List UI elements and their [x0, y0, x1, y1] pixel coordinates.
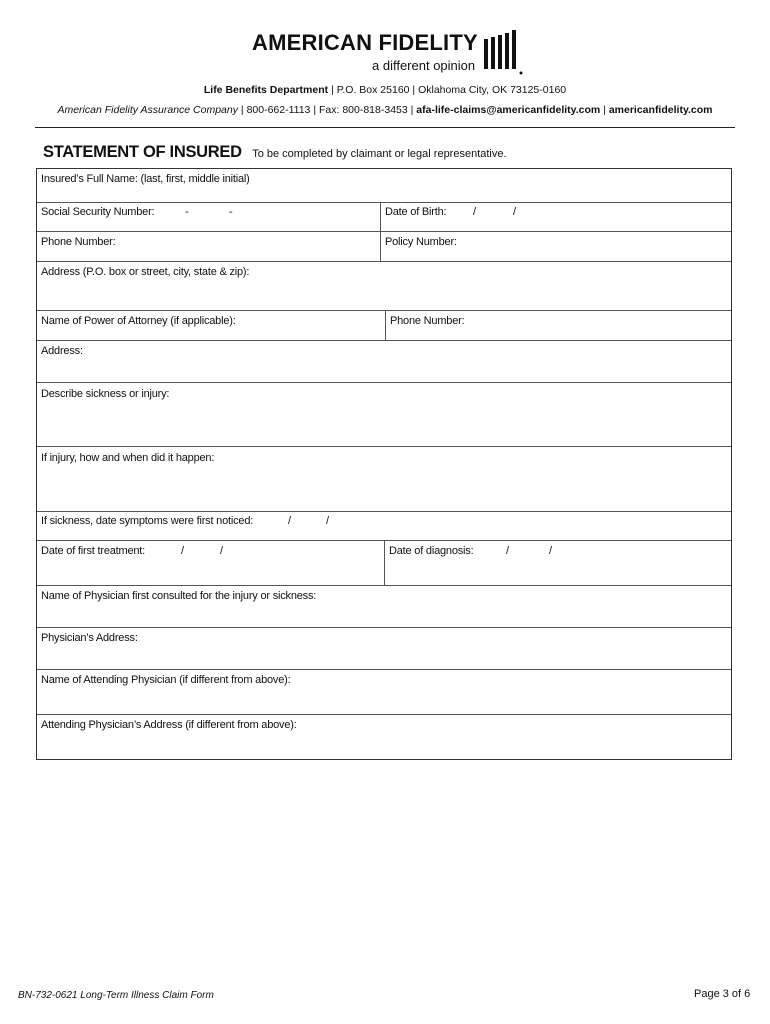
symptoms-date-field[interactable]: If sickness, date symptoms were first noticed:: [41, 515, 254, 527]
policy-number-field[interactable]: Policy Number:: [385, 236, 457, 248]
section-subtitle: To be completed by claimant or legal representative.: [252, 148, 507, 160]
attending-physician-address-field[interactable]: Attending Physician’s Address (if different from above):: [41, 719, 297, 731]
row-divider: [37, 340, 731, 341]
treatment-slash: /: [181, 545, 185, 557]
symptoms-slash: /: [326, 515, 330, 527]
physician-name-field[interactable]: Name of Physician first consulted for the injury or sickness:: [41, 590, 317, 602]
date-of-birth-field[interactable]: Date of Birth:: [385, 206, 447, 218]
row-divider: [37, 585, 731, 586]
company-name: American Fidelity Assurance Company: [57, 104, 238, 116]
row-divider: [37, 714, 731, 715]
row-divider: [37, 446, 731, 447]
symptoms-slash: /: [288, 515, 292, 527]
row-divider: [37, 627, 731, 628]
brand-tagline: a different opinion: [372, 58, 476, 73]
treatment-slash: /: [220, 545, 224, 557]
dob-slash: /: [473, 206, 477, 218]
department-line: [0, 84, 770, 96]
divider: |: [331, 84, 334, 96]
row-divider: [37, 231, 731, 232]
section-heading: [43, 143, 507, 162]
ssn-dash: -: [185, 206, 189, 218]
dob-slash: /: [513, 206, 517, 218]
phone-number-field[interactable]: Phone Number:: [41, 236, 116, 248]
city-state-zip: Oklahoma City, OK 73125-0160: [418, 84, 567, 96]
diagnosis-slash: /: [549, 545, 553, 557]
american-fidelity-logo-icon: [484, 30, 524, 76]
divider: |: [603, 104, 606, 116]
poa-phone-number-field[interactable]: Phone Number:: [390, 315, 465, 327]
power-of-attorney-name-field[interactable]: Name of Power of Attorney (if applicable):: [41, 315, 236, 327]
row-divider: [37, 261, 731, 262]
physician-address-field[interactable]: Physician’s Address:: [41, 632, 138, 644]
department-name: Life Benefits Department: [203, 84, 329, 96]
row-divider: [37, 669, 731, 670]
attending-physician-name-field[interactable]: Name of Attending Physician (if different from above):: [41, 674, 291, 686]
first-treatment-date-field[interactable]: Date of first treatment:: [41, 545, 146, 557]
diagnosis-slash: /: [506, 545, 510, 557]
ssn-dash: -: [229, 206, 233, 218]
brand-header: [252, 30, 542, 78]
row-divider: [37, 202, 731, 203]
contact-line: [0, 104, 770, 116]
claims-email: afa-life-claims@americanfidelity.com: [416, 104, 601, 116]
section-title: STATEMENT OF INSURED: [43, 143, 242, 161]
header-divider: [35, 127, 735, 128]
row-divider: [37, 310, 731, 311]
divider: |: [240, 104, 244, 116]
address-field[interactable]: Address (P.O. box or street, city, state & zip):: [41, 266, 250, 278]
column-divider: [380, 202, 381, 261]
fax-number: Fax: 800-818-3453: [318, 104, 408, 116]
page-number: Page 3 of 6: [694, 988, 751, 1000]
statement-of-insured-form: [36, 168, 732, 760]
divider: |: [412, 84, 416, 96]
phone-number: 800-662-1113: [246, 104, 311, 116]
divider: |: [410, 104, 414, 116]
po-box: P.O. Box 25160: [336, 84, 410, 96]
poa-address-field[interactable]: Address:: [41, 345, 83, 357]
injury-how-when-field[interactable]: If injury, how and when did it happen:: [41, 452, 215, 464]
row-divider: [37, 511, 731, 512]
insured-full-name-field[interactable]: Insured’s Full Name: (last, first, middle initial): [41, 173, 250, 185]
ssn-field[interactable]: Social Security Number:: [41, 206, 155, 218]
column-divider: [384, 540, 385, 585]
form-identifier: BN-732-0621 Long-Term Illness Claim Form: [18, 990, 214, 1001]
sickness-description-field[interactable]: Describe sickness or injury:: [41, 388, 170, 400]
divider: |: [313, 104, 317, 116]
website: americanfidelity.com: [608, 104, 713, 116]
row-divider: [37, 382, 731, 383]
column-divider: [385, 310, 386, 340]
diagnosis-date-field[interactable]: Date of diagnosis:: [389, 545, 474, 557]
brand-name: AMERICAN FIDELITY: [252, 30, 478, 55]
